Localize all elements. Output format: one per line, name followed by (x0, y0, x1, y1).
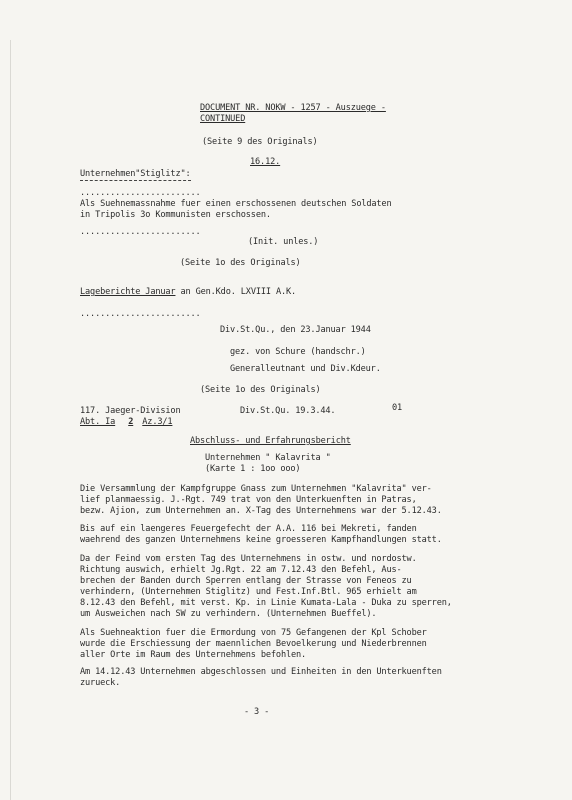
suehne-line-2: in Tripolis 3o Kommunisten erschossen. (80, 210, 271, 220)
unternehmen-stiglitz-heading: Unternehmen"Stiglitz": (80, 169, 191, 179)
division-place-date: Div.St.Qu. 19.3.44. (240, 406, 336, 416)
para3-line-5: 8.12.43 den Befehl, mit verst. Kp. in Linie Kumata-Lala - Duka zu sperren, (80, 598, 452, 608)
date-heading: 16.12. (250, 157, 281, 167)
para4-line-1: Als Suehneaktion fuer die Ermordung von 75 Gefangenen der Kpl Schober (80, 628, 427, 638)
para3-line-1: Da der Feind vom ersten Tag des Unternehmens in ostw. und nordostw. (80, 554, 417, 564)
unternehmen-kalavrita: Unternehmen " Kalavrita " (205, 453, 331, 463)
page-number: - 3 - (244, 707, 270, 717)
para2-line-2: waehrend des ganzen Unternehmens keine groesseren Kampfhandlungen statt. (80, 535, 442, 545)
division-abt-suffix: Az.3/1 (142, 417, 173, 427)
para1-line-1: Die Versammlung der Kampfgruppe Gnass zum Unternehmen "Kalavrita" ver- (80, 484, 432, 494)
page-ref-10b: (Seite 1o des Originals) (200, 385, 321, 395)
division-abt-line (80, 417, 172, 428)
doc-ref-header: DOCUMENT NR. NOKW - 1257 - Auszuege - (200, 103, 386, 113)
report-title: Abschluss- und Erfahrungsbericht (190, 436, 351, 446)
lagebericht-rest: an Gen.Kdo. LXVIII A.K. (175, 287, 297, 297)
para3-line-3: brechen der Banden durch Sperren entlang der Strasse von Feneos zu (80, 576, 412, 586)
lagebericht-line (80, 287, 296, 298)
division-number: 01 (392, 403, 403, 413)
dots-row: ........................ (80, 188, 201, 198)
page-ref-10a: (Seite 1o des Originals) (180, 258, 301, 268)
scan-edge (10, 40, 11, 800)
para1-line-2: lief planmaessig. J.-Rgt. 749 trat von den Unterkuenften in Patras, (80, 495, 417, 505)
para2-line-1: Bis auf ein laengeres Feuergefecht der A.A. 116 bei Mekreti, fanden (80, 524, 417, 534)
para3-line-2: Richtung auswich, erhielt Jg.Rgt. 22 am 7.12.43 den Befehl, Aus- (80, 565, 402, 575)
para3-line-4: verhindern, (Unternehmen Stiglitz) und Fest.Inf.Btl. 965 erhielt am (80, 587, 417, 597)
suehne-line-1: Als Suehnemassnahme fuer einen erschossenen deutschen Soldaten (80, 199, 392, 209)
page-ref-9: (Seite 9 des Originals) (202, 137, 318, 147)
para3-line-6: um Ausweichen nach SW zu verhindern. (Unternehmen Bueffel). (80, 609, 377, 619)
division-name: 117. Jaeger-Division (80, 406, 181, 416)
para5-line-2: zurueck. (80, 678, 121, 688)
init-unles: (Init. unles.) (248, 237, 319, 247)
para5-line-1: Am 14.12.43 Unternehmen abgeschlossen und Einheiten in den Unterkuenften (80, 667, 442, 677)
signature-signed: gez. von Schure (handschr.) (230, 347, 366, 357)
karte-scale: (Karte 1 : 1oo ooo) (205, 464, 301, 474)
division-abt-number: 2 (128, 417, 134, 427)
signature-place-date: Div.St.Qu., den 23.Januar 1944 (220, 325, 371, 335)
dots-row: ........................ (80, 309, 201, 319)
para1-line-3: bezw. Ajion, zum Unternehmen an. X-Tag des Unternehmens war der 5.12.43. (80, 506, 442, 516)
para4-line-3: aller Orte im Raum des Unternehmens befohlen. (80, 650, 307, 660)
signature-rank: Generalleutnant und Div.Kdeur. (230, 364, 381, 374)
para4-line-2: wurde die Erschiessung der maennlichen Bevoelkerung und Niederbrennen (80, 639, 427, 649)
continued-label: CONTINUED (200, 114, 246, 124)
lagebericht-title: Lageberichte Januar (80, 287, 176, 297)
division-abt: Abt. Ia (80, 417, 116, 427)
dots-row: ........................ (80, 227, 201, 237)
